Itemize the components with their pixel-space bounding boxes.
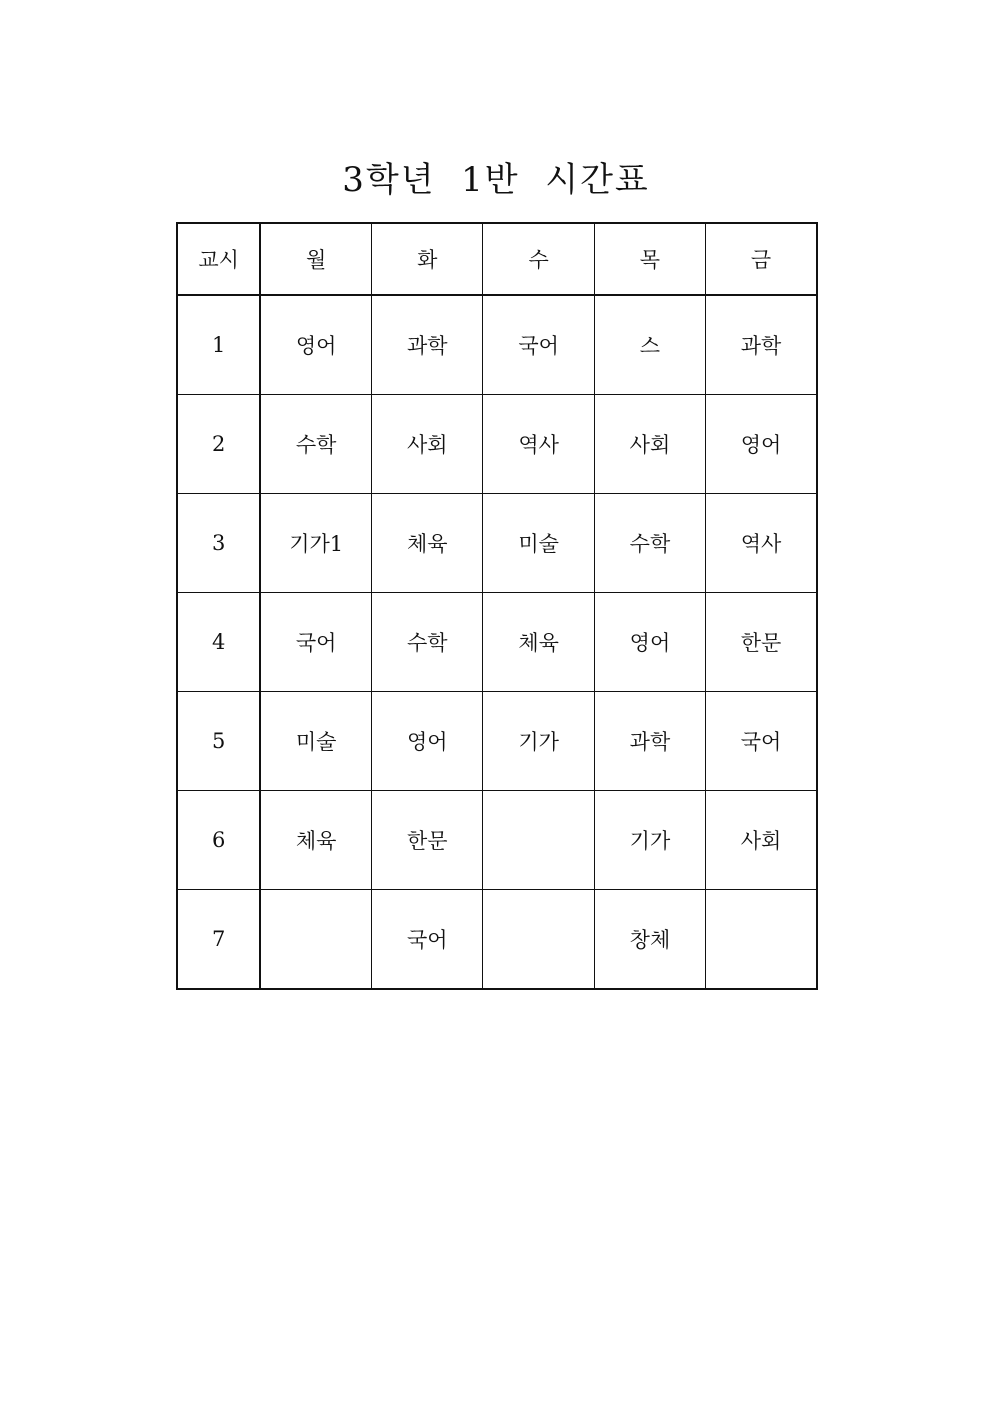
subject-cell: 영어 <box>706 395 817 494</box>
subject-cell: 수학 <box>260 395 371 494</box>
subject-cell: 창체 <box>594 890 705 990</box>
header-fri: 금 <box>706 223 817 295</box>
subject-cell: 한문 <box>706 593 817 692</box>
period-cell: 5 <box>177 692 260 791</box>
subject-cell: 미술 <box>483 494 594 593</box>
period-cell: 3 <box>177 494 260 593</box>
subject-cell: 과학 <box>706 295 817 395</box>
subject-cell: 국어 <box>483 295 594 395</box>
table-row <box>177 295 817 395</box>
header-row <box>177 223 817 295</box>
subject-cell: 체육 <box>372 494 483 593</box>
header-tue: 화 <box>372 223 483 295</box>
period-cell: 1 <box>177 295 260 395</box>
subject-cell <box>260 890 371 990</box>
table-row <box>177 791 817 890</box>
subject-cell: 과학 <box>594 692 705 791</box>
subject-cell: 기가1 <box>260 494 371 593</box>
subject-cell: 역사 <box>483 395 594 494</box>
subject-cell: 스 <box>594 295 705 395</box>
period-cell: 6 <box>177 791 260 890</box>
subject-cell <box>483 890 594 990</box>
subject-cell: 과학 <box>372 295 483 395</box>
subject-cell: 기가 <box>594 791 705 890</box>
subject-cell: 체육 <box>260 791 371 890</box>
subject-cell: 영어 <box>372 692 483 791</box>
subject-cell: 수학 <box>594 494 705 593</box>
period-cell: 7 <box>177 890 260 990</box>
timetable <box>176 222 818 990</box>
table-row <box>177 692 817 791</box>
subject-cell: 국어 <box>260 593 371 692</box>
subject-cell: 체육 <box>483 593 594 692</box>
subject-cell <box>706 890 817 990</box>
subject-cell: 사회 <box>372 395 483 494</box>
subject-cell: 국어 <box>706 692 817 791</box>
table-row <box>177 494 817 593</box>
subject-cell: 역사 <box>706 494 817 593</box>
table-row <box>177 593 817 692</box>
subject-cell: 미술 <box>260 692 371 791</box>
table-row <box>177 395 817 494</box>
subject-cell <box>483 791 594 890</box>
subject-cell: 사회 <box>594 395 705 494</box>
page-title: 3학년 1반 시간표 <box>342 160 650 200</box>
subject-cell: 사회 <box>706 791 817 890</box>
subject-cell: 한문 <box>372 791 483 890</box>
header-wed: 수 <box>483 223 594 295</box>
header-thu: 목 <box>594 223 705 295</box>
header-mon: 월 <box>260 223 371 295</box>
subject-cell: 기가 <box>483 692 594 791</box>
subject-cell: 영어 <box>260 295 371 395</box>
subject-cell: 수학 <box>372 593 483 692</box>
period-cell: 4 <box>177 593 260 692</box>
header-period: 교시 <box>177 223 260 295</box>
subject-cell: 영어 <box>594 593 705 692</box>
table-row <box>177 890 817 990</box>
period-cell: 2 <box>177 395 260 494</box>
subject-cell: 국어 <box>372 890 483 990</box>
